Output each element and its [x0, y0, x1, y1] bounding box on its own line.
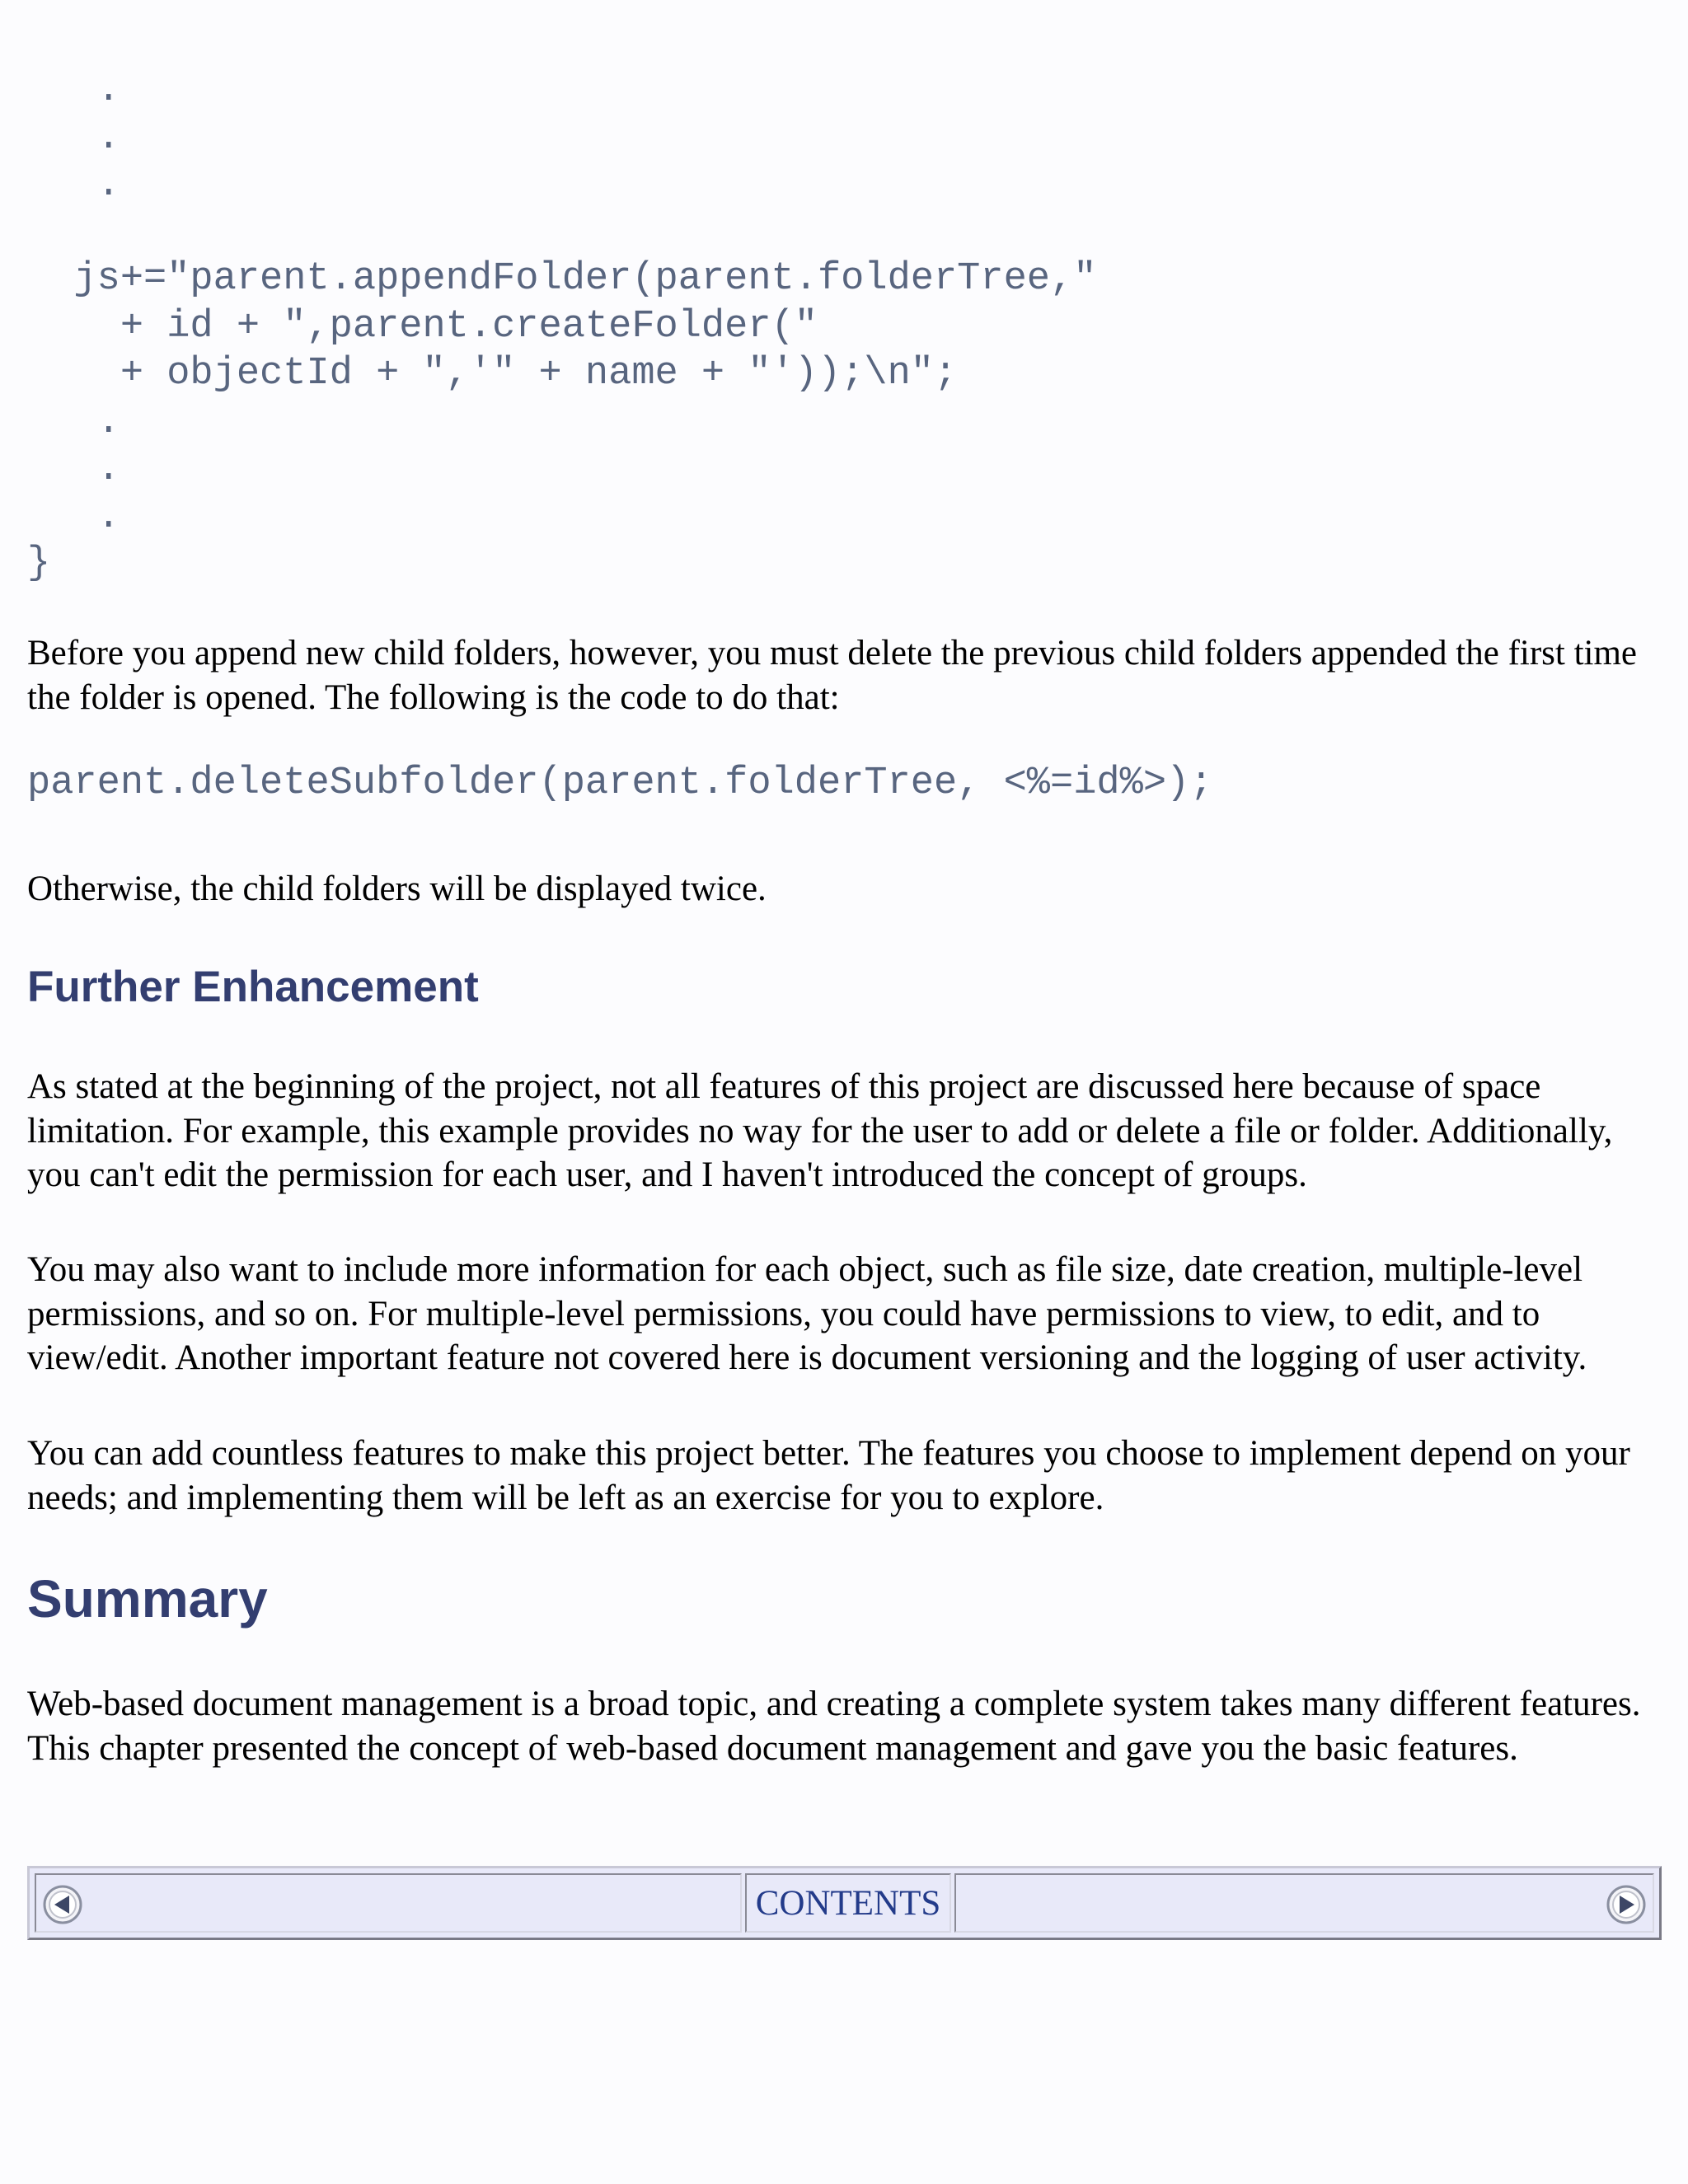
nav-cell-next	[954, 1873, 1654, 1933]
code-line: }	[27, 541, 51, 585]
delete-subfolder-code: parent.deleteSubfolder(parent.folderTree, <%=id%>);	[27, 762, 1213, 805]
paragraph-otherwise: Otherwise, the child folders will be displayed twice.	[27, 869, 767, 908]
code-block	[27, 66, 1096, 588]
nav-cell-contents	[745, 1873, 951, 1933]
paragraph-may-also: You may also want to include more information for each object, such as file size, date creation, multiple-level permissions, and so on. For multiple-level permissions, you could have permissions to view, to edit, and to view/edit. Another important feature not covered here is document versioning and the logging of user activity.	[27, 1250, 1587, 1377]
code-line: .	[27, 115, 120, 160]
paragraph-stated: As stated at the beginning of the project, not all features of this project are discussed here because of space limitation. For example, this example provides no way for the user to add or delete a file or folder. Additionally, you can't edit the permission for each user, and I haven't introduced the concept of groups.	[27, 1067, 1613, 1194]
navigation-bar	[27, 1866, 1662, 1940]
contents-link[interactable]: CONTENTS	[755, 1883, 941, 1923]
code-line: .	[27, 163, 120, 207]
paragraph-summary: Web-based document management is a broad topic, and creating a complete system takes many different features. This chapter presented the concept of web-based document management and gave you the basic features.	[27, 1685, 1641, 1768]
paragraph-countless: You can add countless features to make this project better. The features you choose to implement depend on your needs; and implementing them will be left as an exercise for you to explore.	[27, 1434, 1630, 1517]
code-line: + objectId + ",'" + name + "'));\n";	[27, 352, 958, 396]
code-line	[27, 209, 1096, 256]
heading-further-enhancement: Further Enhancement	[27, 963, 479, 1011]
code-line: js+="parent.appendFolder(parent.folderTree,"	[27, 257, 1097, 301]
code-line: .	[27, 400, 120, 444]
code-line: .	[27, 68, 120, 112]
code-line: .	[27, 448, 120, 491]
paragraph-before-delete: Before you append new child folders, however, you must delete the previous child folders appended the first time the folder is opened. The following is the code to do that:	[27, 634, 1638, 717]
previous-arrow-icon[interactable]	[41, 1883, 84, 1926]
heading-summary: Summary	[27, 1569, 268, 1629]
code-line: .	[27, 494, 120, 539]
nav-cell-previous	[35, 1873, 742, 1933]
next-arrow-icon[interactable]	[1605, 1883, 1648, 1926]
code-line: + id + ",parent.createFolder("	[27, 304, 818, 349]
